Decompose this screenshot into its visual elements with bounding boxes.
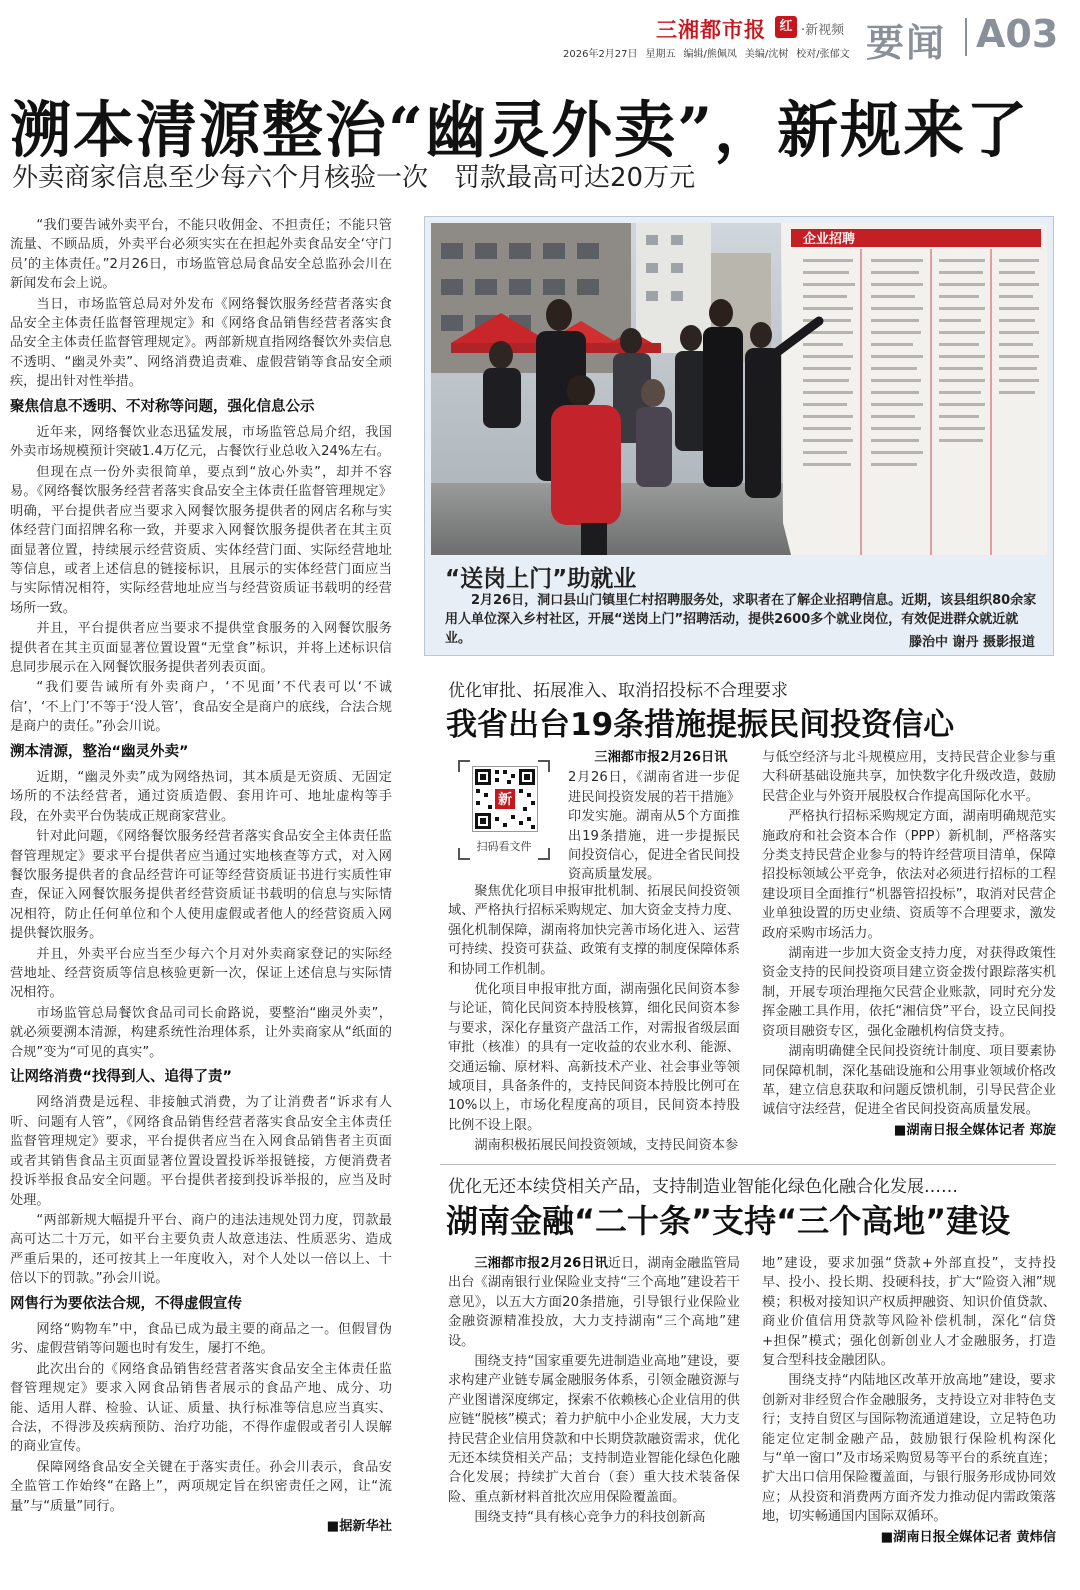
article-divider [440, 1164, 1056, 1165]
news-photo [431, 223, 1047, 555]
main-subheadline: 外卖商家信息至少每六个月核验一次 罚款最高可达20万元 [12, 163, 696, 193]
article-paragraph: 但现在点一份外卖很简单，要点到“放心外卖”，却并不容易。《网络餐饮服务经营者落实食品安全主体责任监督管理规定》明确，平台提供者应当要求入网餐饮服务提供者的网店名称与实体经营门面招牌名称一致，并要求入网餐饮服务提供者在其主页面显著位置，持续展示经营资质、实体经营门面、实际经营地址等信息，或者上述信息的链接标识，且展示的实体经营门面应当与实际情况相符，实际经营地址应当与经营资质证书载明的经营场所一致。 [10, 464, 392, 616]
article-paragraph: “两部新规大幅提升平台、商户的违法违规处罚力度，罚款最高可达二十万元，如平台主要负责人故意违法、性质恶劣、造成严重后果的，还可按其上一年度收入，对个人处以一倍以上、十倍以下的罚款。”孙会川说。 [10, 1212, 392, 1287]
article2-byline: ■湖南日报全媒体记者 郑旋 [893, 1122, 1056, 1138]
designer-credit: 美编/沈树 [744, 49, 789, 60]
issue-date: 2026年2月27日 [563, 49, 638, 60]
issue-weekday: 星期五 [645, 49, 676, 60]
article-paragraph: 网络“购物车”中，食品已成为最主要的商品之一。但假冒伪劣、虚假营销等问题也时有发生，屡打不绝。 [10, 1321, 392, 1357]
article2-lead-text: 2月26日，《湖南省进一步促进民间投资发展的若干措施》印发实施。湖南从5个方面推出19条措施，进一步提振民间投资信心，促进全省民间投资高质量发展。 [568, 770, 740, 883]
main-article-body [10, 216, 392, 1556]
article-paragraph: 湖南明确健全民间投资统计制度、项目要素协同保障机制，深化基础设施和公用事业领域价格改革，建立信息获取和问题反馈机制，引导民营企业诚信守法经营，促进全省民间投资高质量发展。 [762, 1044, 1056, 1118]
article-paragraph: 网络消费是远程、非接触式消费，为了让消费者“诉求有人听、问题有人管”，《网络食品销售经营者落实食品安全主体责任监督管理规定》要求，平台提供者应当在入网食品销售者主页面或者其销售食品主页面显著位置设置投诉举报链接，方便消费者投诉举报食品安全问题。平台提供者接到投诉举报的，应当及时处理。 [10, 1095, 392, 1208]
article-paragraph: 湖南进一步加大资金支持力度，对获得政策性资金支持的民间投资项目建立资金拨付跟踪落实机制，开展专项治理拖欠民营企业账款，同时充分发挥金融工具作用，依托“湘信贷”平台，设立民间投资项目融资专区，强化金融机构信贷支持。 [762, 946, 1056, 1039]
board-title: 企业招聘 [803, 232, 856, 247]
masthead [0, 0, 1080, 72]
article-paragraph: 此次出台的《网络食品销售经营者落实食品安全主体责任监督管理规定》要求入网食品销售者展示的食品产地、成分、功能、适用人群、检验、认证、质量、执行标准等信息应当真实、合法，不得涉及疾病预防、治疗功能，不得作虚假或者引人误解的商业宣传。 [10, 1361, 392, 1455]
article3-lead-text: 近日，湖南金融监管局出台《湖南银行业保险业支持“三个高地”建设若干意见》，以五大方面20条措施，引导银行业保险业金融资源精准投放，大力支持湖南“三个高地”建设。 [448, 1256, 741, 1349]
section-name: 要闻 [866, 21, 947, 65]
article3-title: 湖南金融“二十条”支持“三个高地”建设 [446, 1202, 1011, 1240]
photo-credit: 滕治中 谢丹 摄影报道 [908, 635, 1035, 650]
article-paragraph: 与低空经济与北斗规模应用，支持民营企业参与重大科研基础设施共享，加快数字化升级改造，鼓励民营企业与外资开展股权合作提高国际化水平。 [762, 750, 1056, 804]
article-paragraph: 并且，外卖平台应当至少每六个月对外卖商家登记的实际经营地址、经营资质等信息核验更新一次，保证上述信息与实际情况相符。 [10, 946, 392, 1001]
article-paragraph: “我们要告诫所有外卖商户，‘不见面’不代表可以‘不诚信’，‘不上门’不等于‘没人管’，食品安全是商户的底线，合法合规是商户的责任。”孙会川说。 [10, 680, 392, 735]
section-heading: 溯本清源，整治“幽灵外卖” [10, 743, 189, 760]
brand-video-label: ·新视频 [801, 23, 845, 38]
article-paragraph: 近年来，网络餐饮业态迅猛发展，市场监管总局介绍，我国外卖市场规模预计突破1.4万亿元，占餐饮行业总收入24%左右。 [10, 425, 392, 460]
article-paragraph: 围绕支持“内陆地区改革开放高地”建设，要求创新对非经贸合作金融服务，支持设立对非特色支行；支持自贸区与国际物流通道建设，立足特色功能定位定制金融产品，鼓励银行保险机构深化与“单一窗口”及市场采购贸易等平台的系统直连；扩大出口信用保险覆盖面，与银行服务形成协同效应；从投资和消费两方面齐发力推动促内需政策落地，切实畅通国内国际双循环。 [762, 1373, 1056, 1525]
photo-caption-text: 2月26日，洞口县山门镇里仁村招聘服务处，求职者在了解企业招聘信息。近期，该县组织80余家用人单位深入乡村社区，开展“送岗上门”招聘活动，提供2600多个就业岗位，有效促进群众就近就业。 [445, 593, 1037, 646]
article3-kicker: 优化无还本续贷相关产品，支持制造业智能化绿色化融合化发展…… [448, 1177, 958, 1197]
article3-column-2 [762, 1254, 1056, 1547]
qr-code-label: 扫码看文件 [476, 840, 532, 853]
article-paragraph: 围绕支持“具有核心竞争力的科技创新高 [474, 1510, 706, 1526]
article-paragraph: 聚焦优化项目申报审批机制、拓展民间投资领域、严格执行招标采购规定、加大资金支持力度、强化机制保障，湖南将加快完善市场化进入、运营可持续、投资可获益、政策有支撑的制度保障体系和协同工作机制。 [448, 884, 740, 977]
photo-caption-title: “送岗上门”助就业 [445, 566, 637, 592]
editor-credit: 编辑/熊佩凤 [683, 49, 737, 60]
article3-lead-source: 三湘都市报2月26日讯 [474, 1256, 608, 1271]
article2-lead-source: 三湘都市报2月26日讯 [594, 750, 728, 765]
main-headline: 溯本清源整治“幽灵外卖”，新规来了 [10, 95, 1030, 166]
article2-column-2 [762, 748, 1056, 1140]
article-paragraph: “我们要告诫外卖平台，不能只收佣金、不担责任；不能只管流量、不顾品质，外卖平台必须实实在在担起外卖食品安全‘守门员’的主体责任。”2月26日，市场监管总局食品安全总监孙会川在新闻发布会上说。 [10, 218, 392, 292]
section-heading: 聚焦信息不透明、不对称等问题，强化信息公示 [10, 398, 315, 415]
article-paragraph: 湖南积极拓展民间投资领域，支持民间资本参 [474, 1138, 739, 1154]
qr-code-block[interactable] [458, 760, 550, 860]
article-paragraph: 并且，平台提供者应当要求不提供堂食服务的入网餐饮服务提供者在其主页面显著位置设置“无堂食”标识，并将上述标识信息同步展示在入网餐饮服务提供者列表页面。 [10, 621, 392, 675]
article-paragraph: 保障网络食品安全关键在于落实责任。孙会川表示，食品安全监管工作始终“在路上”，两项规定旨在织密责任之网，让“流量”与“质量”同行。 [10, 1459, 392, 1514]
article-paragraph: 当日，市场监管总局对外发布《网络餐饮服务经营者落实食品安全主体责任监督管理规定》和《网络食品销售经营者落实食品安全主体责任监督管理规定》。两部新规直指网络餐饮外卖信息不透明、“幽灵外卖”、网络消费追责难、虚假营销等食品安全顽疾，提出针对性举措。 [10, 296, 392, 390]
newspaper-brand: 三湘都市报 [656, 18, 766, 42]
job-fair-illustration [431, 223, 1047, 555]
article-paragraph: 严格执行招标采购规定方面，湖南明确规范实施政府和社会资本合作（PPP）新机制，严格落实分类支持民营企业参与的特许经营项目清单，保障招投标领域公平竞争，依法对必须进行招标的工程建设项目全面推行“机器管招投标”，取消对民营企业单独设置的历史业绩、资质等不合理要求，激发政府采购市场活力。 [762, 809, 1056, 941]
dateline [563, 45, 858, 60]
article2-title: 我省出台19条措施提振民间投资信心 [446, 707, 955, 743]
brand-logo-icon: 红 [775, 16, 797, 38]
article-paragraph: 针对此问题，《网络餐饮服务经营者落实食品安全主体责任监督管理规定》要求平台提供者应当通过实地核查等方式，对入网餐饮服务提供者的食品经营许可证等经营资质证书进行实质性审查，保证入网餐饮服务提供者经营资质证书载明的信息与实际情况相符，防止任何单位和个人使用虚假或者他人的经营资质入网提供餐饮服务。 [10, 829, 392, 942]
section-heading: 让网络消费“找得到人、追得了责” [10, 1069, 233, 1086]
article2-kicker: 优化审批、拓展准入、取消招投标不合理要求 [448, 681, 788, 701]
article-paragraph: 近期，“幽灵外卖”成为网络热词，其本质是无资质、无固定场所的不法经营者，通过资质造假、套用许可、地址虚构等手段，在外卖平台伪装成正规商家营业。 [10, 769, 392, 824]
section-divider [965, 18, 967, 56]
article2-column-1 [448, 882, 740, 1157]
article-paragraph: 地”建设，要求加强“贷款+外部直投”，支持投早、投小、投长期、投硬科技，扩大“险资入湘”规模；积极对接知识产权质押融资、知识价值贷款、商业价值信用贷款等风险补偿机制，深化“信贷+担保”模式；强化创新创业人才金融服务，打造复合型科技金融团队。 [762, 1256, 1056, 1369]
article-paragraph: 市场监管总局餐饮食品司司长俞路说，要整治“幽灵外卖”，就必须要溯本清源，构建系统性治理体系，让外卖商家从“纸面的合规”变为“可见的真实”。 [10, 1005, 392, 1060]
section-heading: 网售行为要依法合规，不得虚假宣传 [10, 1295, 242, 1312]
proofreader-credit: 校对/张郁文 [796, 49, 850, 60]
qr-code-icon[interactable] [472, 766, 538, 832]
article2-lead [568, 748, 740, 886]
article-source: ■据新华社 [326, 1519, 392, 1534]
article-paragraph: 优化项目申报审批方面，湖南强化民间资本参与论证，简化民间资本持股核算，细化民间资本参与要求，深化存量资产盘活工作，对需报省级层面审批（核准）的具有一定收益的农业水利、能源、交通运输、原材料、高新技术产业、社会事业等领域项目，具备条件的，支持民间资本持股比例可在10%以上，市场化程度高的项目，民间资本持股比例不设上限。 [448, 982, 740, 1133]
photo-news-block [424, 216, 1054, 656]
article-paragraph: 围绕支持“国家重要先进制造业高地”建设，要求构建产业链专属金融服务体系，引领金融资源与产业图谱深度绑定，探索不依赖核心企业信用的供应链“脱核”模式；着力护航中小企业发展，大力支持民营企业信用贷款和中长期贷款融资需求，优化无还本续贷相关产品；支持制造业智能化绿色化融合化发展；持续扩大首台（套）重大技术装备保险、重点新材料首批次应用保险覆盖面。 [448, 1354, 740, 1505]
article3-byline: ■湖南日报全媒体记者 黄炜信 [880, 1529, 1056, 1545]
qr-center-logo: 新 [498, 792, 512, 808]
article3-column-1 [448, 1254, 740, 1529]
page-number: A03 [976, 12, 1059, 56]
